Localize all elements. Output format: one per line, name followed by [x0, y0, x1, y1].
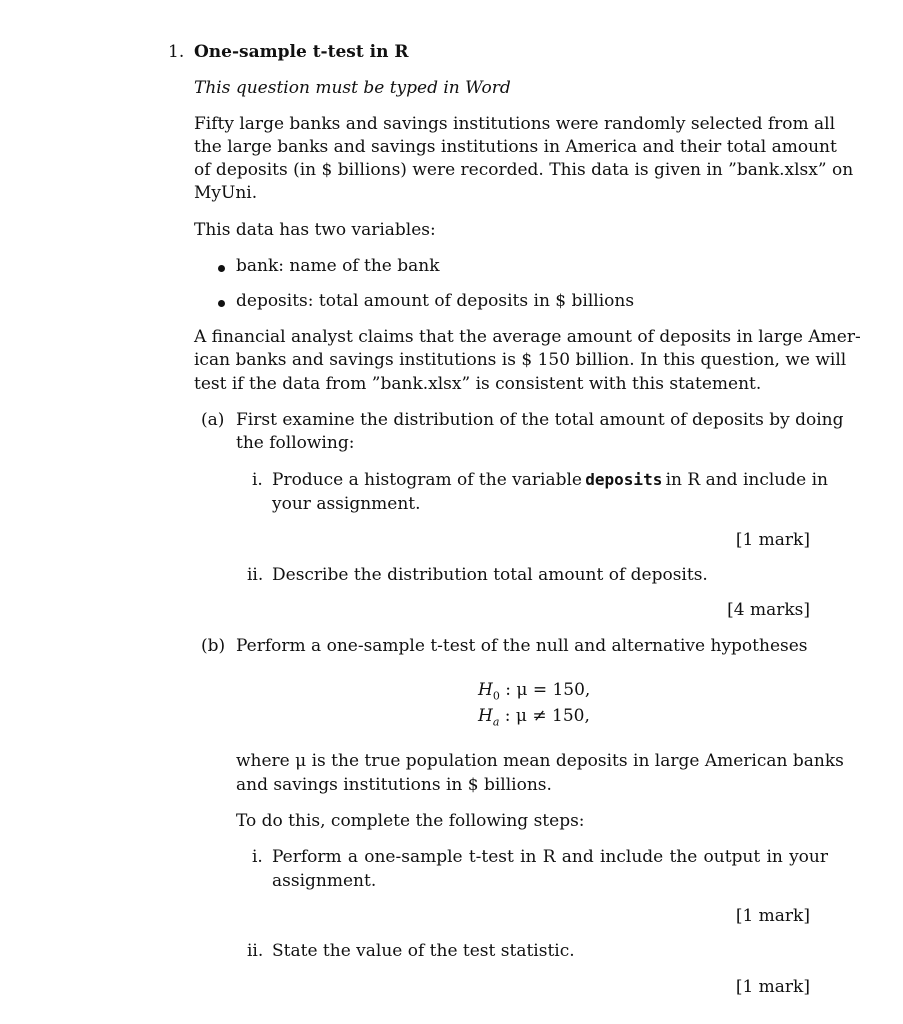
part-b-ii-label: ii. [247, 941, 264, 961]
part-a-i-text [272, 470, 828, 490]
part-a-text: First examine the distribution of the total amount of deposits by doing [236, 410, 844, 430]
intro-line: of deposits (in $ billions) were recorded. This data is given in ”bank.xlsx” on [194, 160, 854, 180]
h0-symbol: H [478, 680, 493, 700]
part-a-i-label: i. [252, 470, 263, 490]
where-line: where μ is the true population mean deposits in large American banks [236, 751, 844, 771]
claim-line: ican banks and savings institutions is $ 150 billion. In this question, we will [194, 350, 847, 370]
question-number: 1. [168, 42, 185, 62]
h0-expression: : μ = 150, [505, 680, 591, 700]
question-title: One-sample t-test in R [194, 42, 409, 62]
part-b-text: Perform a one-sample t-test of the null and alternative hypotheses [236, 636, 808, 656]
part-a-ii-label: ii. [247, 565, 264, 585]
part-a-label: (a) [201, 410, 225, 430]
part-a-ii-text: Describe the distribution total amount of deposits. [272, 565, 708, 585]
ha-symbol: H [478, 706, 493, 726]
intro-line: the large banks and savings institutions in America and their total amount [194, 137, 837, 157]
variables-intro: This data has two variables: [194, 220, 436, 240]
h0-subscript: 0 [492, 689, 500, 703]
mark-badge: [1 mark] [735, 530, 810, 550]
deposits-code: deposits [585, 470, 663, 489]
ha-subscript: a [492, 715, 500, 729]
mark-badge: [1 mark] [735, 977, 810, 997]
where-line: and savings institutions in $ billions. [236, 775, 552, 795]
bullet-icon [218, 300, 225, 307]
mark-badge: [4 marks] [727, 600, 810, 620]
variable-item: bank: name of the bank [236, 256, 440, 276]
claim-line: test if the data from ”bank.xlsx” is consistent with this statement. [194, 374, 762, 394]
part-b-i-label: i. [252, 847, 263, 867]
question-instruction: This question must be typed in Word [194, 78, 511, 98]
alternative-hypothesis [478, 706, 590, 728]
part-b-i-text: Perform a one-sample t-test in R and include the output in your [272, 847, 828, 867]
ha-expression: : μ ≠ 150, [504, 706, 590, 726]
steps-intro: To do this, complete the following steps: [236, 811, 585, 831]
part-a-i-line2: your assignment. [272, 494, 421, 514]
intro-line: MyUni. [194, 183, 258, 203]
part-b-ii-text: State the value of the test statistic. [272, 941, 575, 961]
part-a-text: the following: [236, 433, 355, 453]
claim-line: A financial analyst claims that the average amount of deposits in large Amer- [194, 327, 861, 347]
mark-badge: [1 mark] [735, 906, 810, 926]
part-b-i-line2: assignment. [272, 871, 377, 891]
part-a-i-text-before: Produce a histogram of the variable [272, 470, 582, 490]
variable-item: deposits: total amount of deposits in $ billions [236, 291, 635, 311]
part-b-label: (b) [201, 636, 226, 656]
intro-line: Fifty large banks and savings institutions were randomly selected from all [194, 114, 836, 134]
null-hypothesis [478, 680, 590, 702]
bullet-icon [218, 265, 225, 272]
part-a-i-text-after: in R and include in [665, 470, 828, 490]
